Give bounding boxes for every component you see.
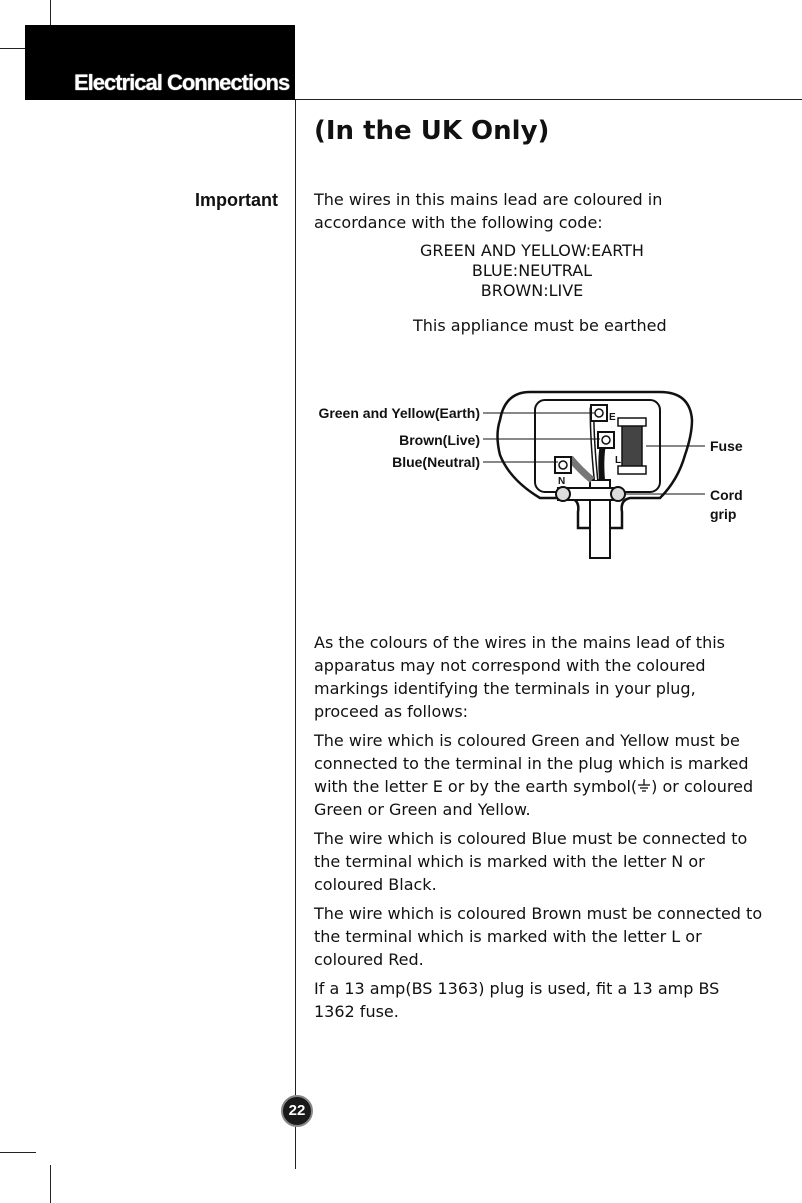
terminal-e-letter: E [609,412,616,423]
column-divider [295,99,296,1169]
section-title: Electrical Connections [74,70,290,95]
intro-text: The wires in this mains lead are coloured in accordance with the following code: [314,190,663,232]
instruction-para-1: As the colours of the wires in the mains lead of this apparatus may not correspond with the coloured markings identifying the terminals in your plug, proceed as follows: [314,633,725,721]
plug-wiring-diagram [300,380,760,574]
fuse-cap-top [618,418,646,426]
crop-mark-top-left-horizontal [0,48,28,49]
label-cord: Cord [710,487,743,503]
fuse-cap-bottom [618,466,646,474]
instruction-para-3: The wire which is coloured Blue must be connected to the terminal which is marked with the letter N or coloured Black. [314,829,748,894]
earthed-note: This appliance must be earthed [413,316,667,335]
instructions [314,631,764,1029]
terminal-l-letter: L [615,455,622,466]
label-grip: grip [710,506,737,522]
instruction-para-5: If a 13 amp(BS 1363) plug is used, fit a 13 amp BS 1362 fuse. [314,979,720,1021]
crop-mark-bottom-left-horizontal [0,1152,36,1153]
color-code-live: BROWN:LIVE [480,281,584,300]
page-title: (In the UK Only) [314,116,550,146]
label-earth: Green and Yellow(Earth) [318,405,480,421]
cord-grip-screw-right [611,487,625,501]
color-code-block [314,241,750,301]
plug-diagram-svg [300,380,760,570]
earth-symbol-icon [637,779,651,793]
label-fuse: Fuse [710,438,743,454]
instruction-para-4: The wire which is coloured Brown must be connected to the terminal which is marked with the letter L or coloured Red. [314,904,763,969]
instruction-para-2: The wire which is coloured Green and Yellow must be connected to the terminal in the plug which is marked with the letter E or by the earth symbol( ) or coloured Green or Green and Yellow. [314,731,754,819]
fuse-body [622,424,642,468]
header-rule [295,99,802,100]
label-neutral: Blue(Neutral) [392,454,480,470]
color-code-neutral: BLUE:NEUTRAL [471,261,593,280]
cord-grip-screw-left [556,487,570,501]
important-label: Important [195,190,278,210]
page-number-badge: 22 [281,1095,313,1127]
terminal-n-letter: N [558,476,566,487]
color-code-earth: GREEN AND YELLOW:EARTH [420,241,644,260]
label-live: Brown(Live) [399,432,480,448]
crop-mark-bottom-left-vertical [50,1165,51,1203]
